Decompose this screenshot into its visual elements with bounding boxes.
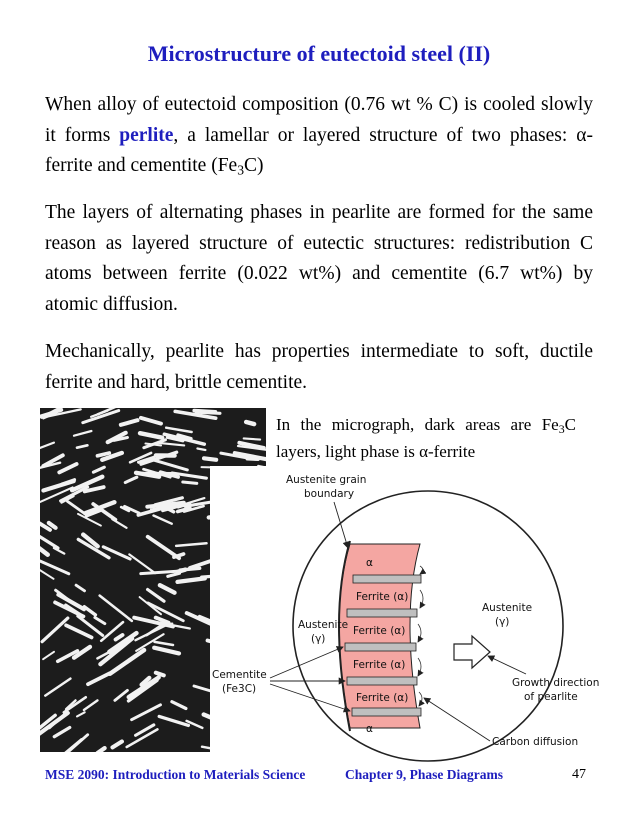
lamella-stroke <box>246 422 254 424</box>
p1-text-b: , a lamellar or layered structure of two phases: <box>173 124 577 146</box>
alpha-symbol: α <box>576 124 587 146</box>
ferrite-label: Ferrite (α) <box>353 625 406 637</box>
paragraph-layers: The layers of alternating phases in pearlite are formed for the same reason as layered structure of eutectic structures: redistribution C atoms between ferrite (0.022 wt%) and cementite (6.7 wt%) by atomic diffusion. <box>45 202 593 315</box>
pearlite-growth-diagram <box>210 466 610 764</box>
cementite-plate <box>347 677 417 685</box>
ferrite-label: Ferrite (α) <box>356 692 409 704</box>
lamella-stroke <box>196 412 220 413</box>
austenite-right-gamma: (γ) <box>495 616 510 628</box>
lamella-stroke <box>156 673 164 676</box>
footer-course: MSE 2090: Introduction to Materials Science <box>45 767 306 782</box>
lamella-stroke <box>204 458 216 460</box>
paragraph-mechanical: Mechanically, pearlite has properties intermediate to soft, ductile ferrite and hard, brittle cementite. <box>45 341 593 393</box>
cementite-plate <box>353 575 421 583</box>
alpha-bottom-label: α <box>366 723 373 735</box>
caption-text-b: C layers, light phase is <box>276 415 576 461</box>
alpha-top-label: α <box>366 557 373 569</box>
cementite-plate <box>352 708 421 716</box>
austenite-left-gamma: (γ) <box>311 633 326 645</box>
p1-text-c: -ferrite and cementite (Fe <box>45 124 593 176</box>
lamella-stroke <box>183 482 197 483</box>
grain-boundary-label-2: boundary <box>304 488 355 500</box>
caption-text-a: In the micrograph, dark areas are <box>276 415 542 434</box>
caption-text-c: -ferrite <box>427 442 476 461</box>
page-title: Microstructure of eutectoid steel (II) <box>147 41 491 66</box>
micrograph-caption <box>276 411 576 465</box>
caption-subscript-3: 3 <box>558 421 565 436</box>
lamella-stroke <box>197 449 205 451</box>
lamella-stroke <box>247 459 258 460</box>
growth-direction-label-1: Growth direction <box>512 677 600 689</box>
growth-direction-label-2: of pearlite <box>524 691 578 703</box>
austenite-right-label: Austenite <box>482 602 533 614</box>
paragraph-eutectoid <box>45 90 593 182</box>
cementite-label: Cementite <box>212 669 267 681</box>
lamella-stroke <box>244 438 260 439</box>
carbon-diffusion-label: Carbon diffusion <box>492 736 579 748</box>
caption-alpha: α <box>419 442 428 461</box>
cementite-formula: (Fe3C) <box>222 683 257 695</box>
ferrite-label: Ferrite (α) <box>356 591 409 603</box>
p1-text-a: When alloy of eutectoid composition (0.76 wt % C) is cooled slowly it forms <box>45 94 593 146</box>
cementite-plate <box>347 609 417 617</box>
subscript-3: 3 <box>237 162 245 178</box>
lamella-stroke <box>180 568 200 570</box>
footer-chapter: Chapter 9, Phase Diagrams <box>345 767 503 782</box>
footer-page-number: 47 <box>572 767 586 782</box>
grain-boundary-label-1: Austenite grain <box>286 474 367 486</box>
austenite-left-label: Austenite <box>298 619 349 631</box>
p1-text-d: C) <box>244 155 264 176</box>
ferrite-label: Ferrite (α) <box>353 659 406 671</box>
perlite-term: perlite <box>119 124 174 146</box>
cementite-plate <box>345 643 416 651</box>
caption-fe: Fe <box>541 415 559 434</box>
